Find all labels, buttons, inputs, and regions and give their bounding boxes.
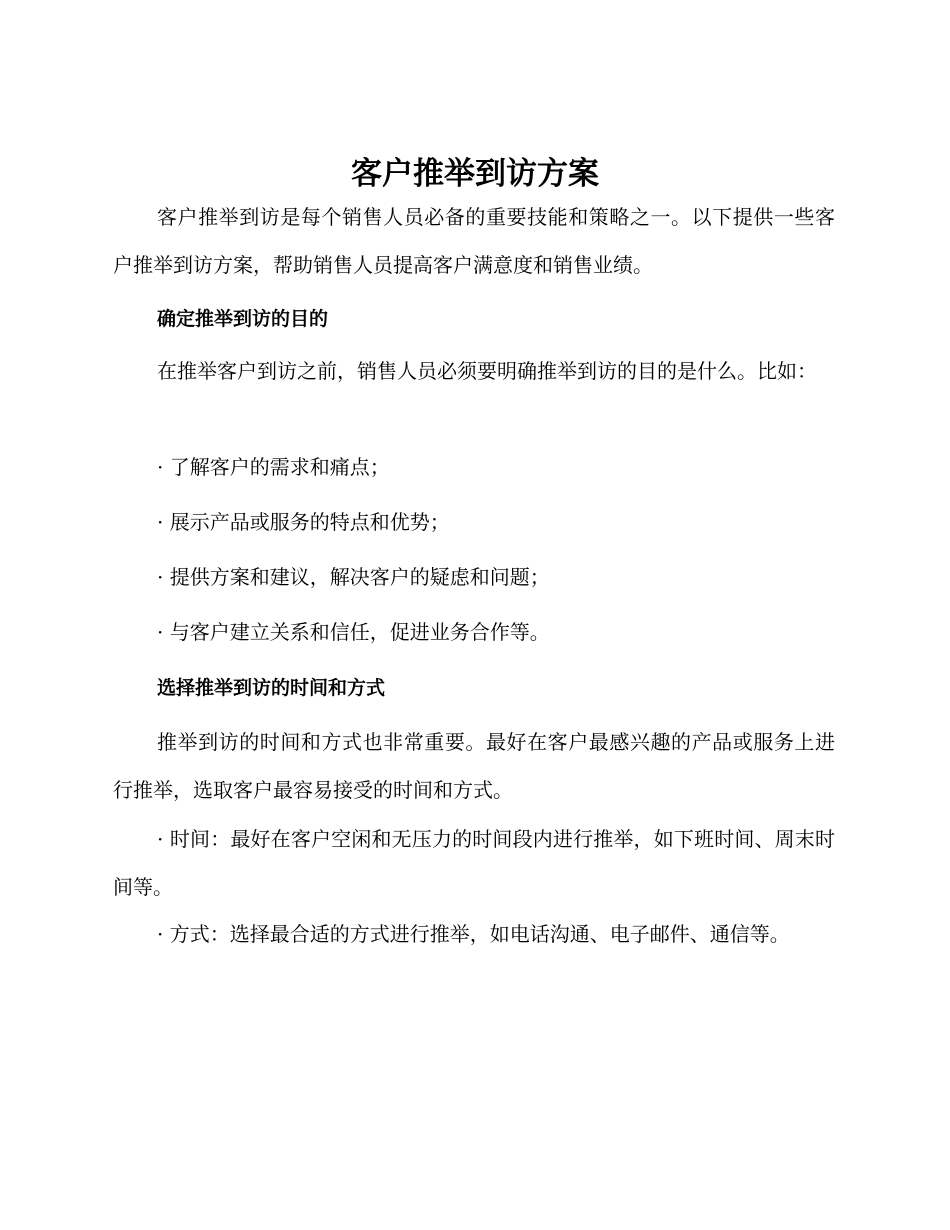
section1-paragraph: 在推举客户到访之前，销售人员必须要明确推举到访的目的是什么。比如： (157, 359, 817, 383)
document-title: 客户推举到访方案 (351, 156, 599, 192)
section1-bullet-2: · 展示产品或服务的特点和优势； (157, 510, 450, 534)
section1-bullet-4: · 与客户建立关系和信任，促进业务合作等。 (157, 620, 550, 644)
section2-bullet-2: · 方式：选择最合适的方式进行推举，如电话沟通、电子邮件、通信等。 (157, 922, 790, 946)
section1-bullet-1: · 了解客户的需求和痛点； (157, 455, 390, 479)
section1-heading: 确定推举到访的目的 (157, 308, 329, 330)
intro-paragraph: 客户推举到访是每个销售人员必备的重要技能和策略之一。以下提供一些客户推举到访方案，帮助销售人员提高客户满意度和销售业绩。 (113, 205, 835, 277)
section1-bullet-3: · 提供方案和建议，解决客户的疑虑和问题； (157, 565, 550, 589)
section2-paragraph: 推举到访的时间和方式也非常重要。最好在客户最感兴趣的产品或服务上进行推举，选取客户最容易接受的时间和方式。 (113, 730, 835, 802)
section2-bullet-1: · 时间：最好在客户空闲和无压力的时间段内进行推举，如下班时间、周末时间等。 (113, 827, 835, 899)
section2-heading: 选择推举到访的时间和方式 (157, 677, 386, 699)
